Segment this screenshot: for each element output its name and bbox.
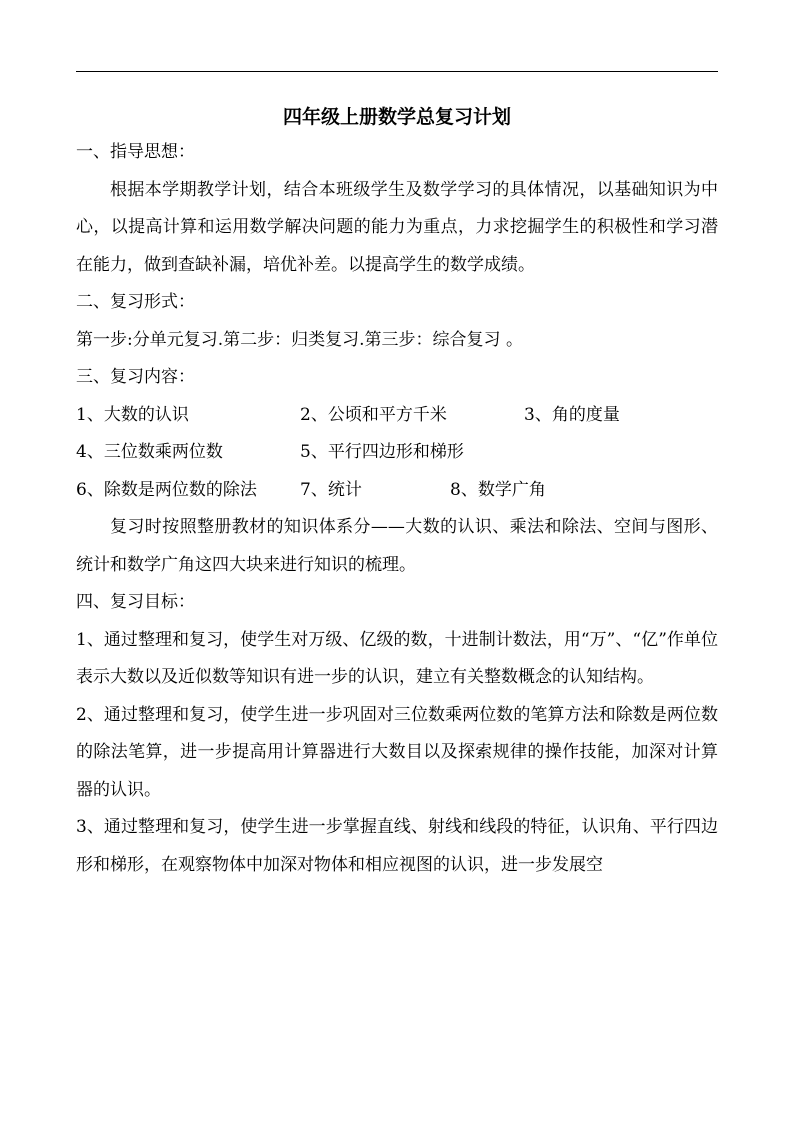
- section-heading-guiding-idea: 一、指导思想：: [76, 142, 195, 162]
- content-item: 1、大数的认识: [76, 404, 189, 425]
- section-heading-review-form: 二、复习形式：: [76, 292, 195, 312]
- content-items-row-1: [76, 397, 718, 435]
- section-heading-review-goals: 四、复习目标：: [76, 592, 195, 612]
- content-item: 6、除数是两位数的除法: [76, 479, 257, 500]
- content-item: 5、平行四边形和梯形: [300, 442, 464, 462]
- content-items-row-3: [76, 472, 718, 510]
- review-content-paragraph: 复习时按照整册教材的知识体系分——大数的认识、乘法和除法、空间与图形、统计和数学广角这四大块来进行知识的梳理。: [76, 517, 718, 575]
- content-item: 7、统计: [300, 479, 362, 500]
- document-body: [76, 100, 718, 884]
- review-goal-1: 1、通过整理和复习，使学生对万级、亿级的数，十进制计数法，用“万”、“亿”作单位表示大数以及近似数等知识有进一步的认识，建立有关整数概念的认知结构。: [76, 629, 718, 687]
- review-goal-2: 2、通过整理和复习，使学生进一步巩固对三位数乘两位数的笔算方法和除数是两位数的除法笔算，进一步提高用计算器进行大数目以及探索规律的操作技能，加深对计算器的认识。: [76, 704, 718, 800]
- section-heading-review-content: 三、复习内容：: [76, 367, 195, 387]
- guiding-idea-paragraph: 根据本学期教学计划，结合本班级学生及数学学习的具体情况，以基础知识为中心，以提高计算和运用数学解决问题的能力为重点，力求挖掘学生的积极性和学习潜在能力，做到查缺补漏，培优补差。以提高学生的数学成绩。: [76, 179, 718, 275]
- review-form-steps: 第一步:分单元复习.第二步：归类复习.第三步：综合复习 。: [76, 329, 523, 350]
- content-item: 2、公顷和平方千米: [300, 404, 447, 425]
- content-item: 8、数学广角: [450, 479, 546, 500]
- content-item: 4、三位数乘两位数: [76, 442, 223, 462]
- header-rule: [76, 71, 718, 72]
- content-item: 3、角的度量: [524, 404, 620, 425]
- document-title: 四年级上册数学总复习计划: [282, 106, 511, 128]
- content-items-row-2: [76, 434, 718, 472]
- review-goal-3: 3、通过整理和复习，使学生进一步掌握直线、射线和线段的特征，认识角、平行四边形和梯形，在观察物体中加深对物体和相应视图的认识，进一步发展空: [76, 817, 718, 875]
